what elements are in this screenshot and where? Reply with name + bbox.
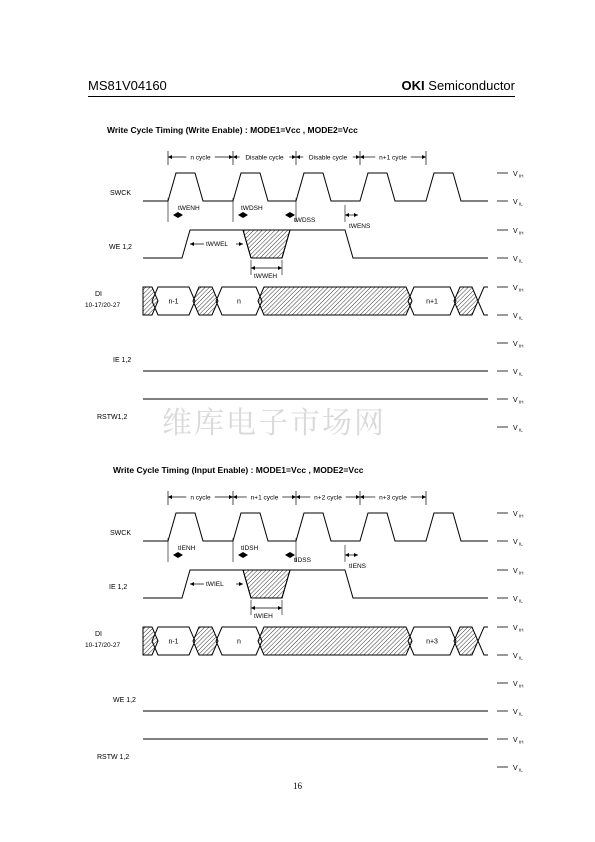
- level-label-ih: V: [513, 341, 518, 348]
- level-sub: IH: [519, 739, 524, 745]
- level-sub: IL: [519, 427, 523, 433]
- timing-label-ens: tIENS: [349, 563, 366, 570]
- di-data-label: n-1: [168, 638, 179, 646]
- company-division: Semiconductor: [428, 78, 515, 93]
- signal-label-di-bits: 10-17/20-27: [85, 302, 121, 309]
- level-sub: IH: [519, 399, 524, 405]
- level-label-il: V: [513, 709, 518, 716]
- level-sub: IL: [519, 598, 523, 604]
- signal-label-di-bits: 10-17/20-27: [85, 642, 121, 649]
- timing-arrow-ens-head-left: [345, 553, 349, 557]
- cycle-arrowhead: [296, 495, 300, 499]
- di-tail-top: [478, 627, 488, 641]
- di-tail-bottom: [478, 641, 488, 655]
- timing-arrow-wel-head-right: [239, 582, 243, 586]
- level-label-ih: V: [513, 511, 518, 518]
- level-label-ih: V: [513, 737, 518, 744]
- timing-label-weh: tWIEH: [254, 613, 273, 620]
- di-data-label: n: [237, 638, 241, 646]
- di-data-label: n+3: [426, 638, 438, 646]
- cycle-label: n+2 cycle: [314, 494, 342, 502]
- di-invalid-long: [258, 627, 412, 655]
- signal-label-3: WE 1,2: [113, 697, 136, 704]
- cycle-arrowhead: [229, 495, 233, 499]
- level-label-il: V: [513, 199, 518, 206]
- level-label-ih: V: [513, 171, 518, 178]
- level-sub: IH: [519, 287, 524, 293]
- level-sub: IH: [519, 683, 524, 689]
- di-invalid-tail: [454, 627, 478, 655]
- signal-label-di: DI: [95, 631, 102, 638]
- cycle-label: n+3 cycle: [379, 494, 407, 502]
- cycle-arrowhead: [292, 495, 296, 499]
- level-label-ih: V: [513, 625, 518, 632]
- timing-arrow-ens-head-right: [354, 553, 358, 557]
- cycle-label: n+1 cycle: [379, 154, 407, 162]
- cycle-label: Disable cycle: [308, 154, 348, 162]
- cycle-arrowhead: [356, 495, 360, 499]
- cycle-label: n cycle: [190, 154, 211, 162]
- diagram-2-title: Write Cycle Timing (Input Enable) : MODE1=Vcc , MODE2=Vcc: [113, 465, 364, 475]
- level-sub: IH: [519, 513, 524, 519]
- di-data-label: n+1: [426, 298, 438, 306]
- level-label-il: V: [513, 425, 518, 432]
- timing-label-enh: tWENH: [178, 205, 200, 212]
- level-sub: IL: [519, 711, 523, 717]
- di-invalid-mid-1: [193, 627, 218, 655]
- timing-label-dss: tWDSS: [294, 217, 316, 224]
- signal-label-di: DI: [95, 291, 102, 298]
- cycle-label: Disable cycle: [245, 154, 284, 162]
- di-data-label: n-1: [168, 298, 179, 306]
- signal-label-4: RSTW 1,2: [97, 754, 130, 761]
- part-number: MS81V04160: [88, 78, 167, 93]
- signal-label-4: RSTW1,2: [97, 414, 128, 421]
- enable-hatched-region: [243, 570, 290, 598]
- level-label-il: V: [513, 256, 518, 263]
- level-sub: IL: [519, 258, 523, 264]
- timing-label-wel: tWIEL: [206, 581, 224, 588]
- level-sub: IL: [519, 315, 523, 321]
- level-sub: IL: [519, 201, 523, 207]
- swck-waveform: [143, 513, 488, 541]
- level-label-il: V: [513, 313, 518, 320]
- level-sub: IH: [519, 627, 524, 633]
- level-label-ih: V: [513, 568, 518, 575]
- timing-label-weh: tWWEH: [254, 273, 278, 280]
- cycle-label: n cycle: [190, 494, 211, 502]
- cycle-arrowhead: [360, 495, 364, 499]
- level-label-il: V: [513, 596, 518, 603]
- signal-label-3: IE 1,2: [113, 357, 132, 364]
- signal-label-enable: WE 1,2: [109, 244, 132, 251]
- level-sub: IL: [519, 655, 523, 661]
- timing-label-enh: tIENH: [178, 545, 196, 552]
- cycle-label: n+1 cycle: [250, 494, 279, 502]
- signal-label-enable: IE 1,2: [109, 584, 128, 591]
- timing-marker-enh: [173, 552, 183, 558]
- watermark: 维库电子市场网: [162, 406, 386, 441]
- signal-label-swck: SWCK: [110, 190, 131, 197]
- level-sub: IL: [519, 541, 523, 547]
- company-logo-text: OKI: [401, 78, 425, 93]
- level-label-il: V: [513, 539, 518, 546]
- timing-label-dsh: tWDSH: [241, 205, 263, 212]
- timing-arrow-weh-head-left: [251, 606, 255, 610]
- diagram-1-title: Write Cycle Timing (Write Enable) : MODE1=Vcc , MODE2=Vcc: [107, 125, 358, 135]
- level-sub: IH: [519, 570, 524, 576]
- level-label-il: V: [513, 653, 518, 660]
- timing-label-dsh: tIDSH: [241, 545, 259, 552]
- level-label-ih: V: [513, 681, 518, 688]
- level-label-il: V: [513, 765, 518, 772]
- level-label-il: V: [513, 369, 518, 376]
- level-sub: IH: [519, 230, 524, 236]
- timing-arrow-weh-head-right: [278, 606, 282, 610]
- di-data-label: n: [237, 298, 241, 306]
- cycle-arrowhead: [168, 495, 172, 499]
- timing-marker-dsh: [238, 552, 248, 558]
- level-sub: IL: [519, 767, 523, 773]
- level-sub: IH: [519, 173, 524, 179]
- level-label-ih: V: [513, 397, 518, 404]
- timing-label-ens: tWENS: [349, 223, 371, 230]
- timing-arrow-wel-head-left: [190, 582, 194, 586]
- cycle-arrowhead: [422, 495, 426, 499]
- level-sub: IL: [519, 371, 523, 377]
- timing-label-dss: tIDSS: [294, 557, 311, 564]
- level-sub: IH: [519, 343, 524, 349]
- level-label-ih: V: [513, 285, 518, 292]
- level-label-ih: V: [513, 228, 518, 235]
- signal-label-swck: SWCK: [110, 530, 131, 537]
- timing-label-wel: tWWEL: [206, 241, 229, 248]
- cycle-arrowhead: [233, 495, 237, 499]
- page-number: 16: [293, 781, 302, 791]
